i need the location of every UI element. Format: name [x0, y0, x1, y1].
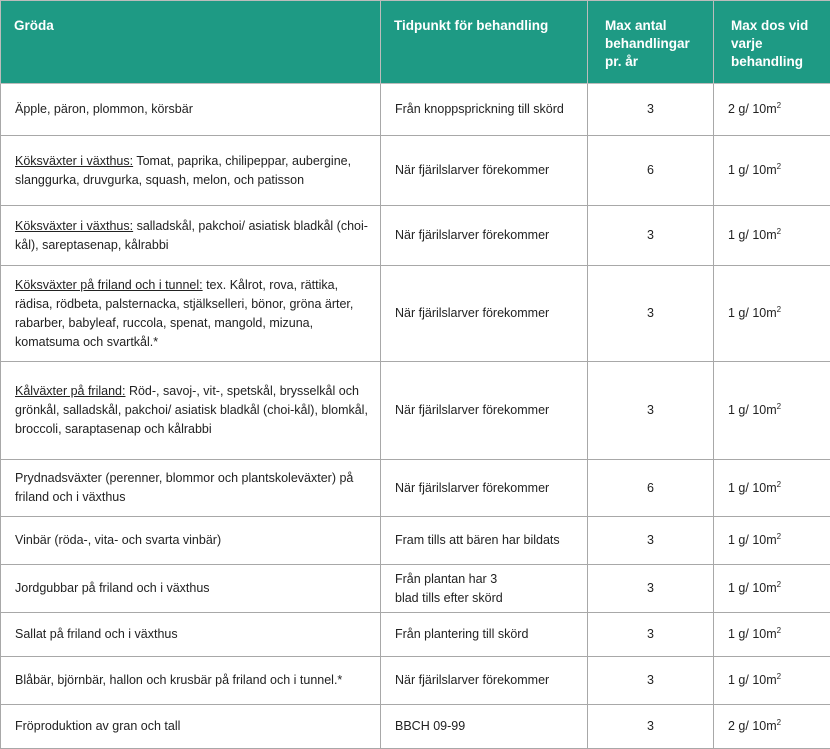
dose-cell: 2 g/ $10m^2$	[714, 84, 830, 136]
timing-cell: När fjärilslarver förekommer	[381, 136, 588, 206]
timing-cell: Från plantering till skörd	[381, 613, 588, 657]
crop-text: Prydnadsväxter (perenner, blommor och plantskoleväxter) på friland och i växthus	[15, 471, 353, 504]
dose-cell: 1 g/ $10m^2$	[714, 206, 830, 266]
crop-text: tex. Kålrot, rova, rättika, rädisa, rödbeta, palsternacka, stjälkselleri, bönor, gröna ärter, rabarber, babyleaf, ruccola, spenat, mangold, mizuna, komatsuma och svartkål.*	[15, 278, 353, 349]
timing-cell: Från plantan har 3 blad tills efter skörd	[381, 565, 588, 613]
dose-cell: 2 g/ $10m^2$	[714, 705, 830, 749]
dose-cell: 1 g/ $10m^2$	[714, 266, 830, 362]
table-header	[1, 1, 830, 84]
crop-cell	[1, 565, 381, 613]
crop-category: Köksväxter på friland och i tunnel:	[15, 278, 203, 292]
crop-cell	[1, 657, 381, 705]
treatments-cell: 3	[588, 613, 714, 657]
crop-text: Fröproduktion av gran och tall	[15, 719, 180, 733]
header-max-treatments: Max antal behandlingar pr. år	[588, 1, 714, 84]
timing-cell: När fjärilslarver förekommer	[381, 657, 588, 705]
timing-cell: När fjärilslarver förekommer	[381, 266, 588, 362]
crop-text: Äpple, päron, plommon, körsbär	[15, 102, 193, 116]
table-row	[1, 565, 830, 613]
treatments-cell: 3	[588, 565, 714, 613]
treatments-cell: 3	[588, 362, 714, 460]
timing-cell: När fjärilslarver förekommer	[381, 362, 588, 460]
treatments-cell: 3	[588, 517, 714, 565]
treatments-cell: 3	[588, 266, 714, 362]
dose-cell: 1 g/ $10m^2$	[714, 613, 830, 657]
dose-cell: 1 g/ $10m^2$	[714, 460, 830, 517]
crop-category: Köksväxter i växthus:	[15, 154, 133, 168]
treatments-cell: 3	[588, 206, 714, 266]
crop-text: Tomat, paprika, chilipeppar, aubergine, slanggurka, druvgurka, squash, melon, och patisson	[15, 154, 351, 187]
crop-text: Jordgubbar på friland och i växthus	[15, 581, 210, 595]
dose-cell: 1 g/ $10m^2$	[714, 657, 830, 705]
table-row	[1, 136, 830, 206]
crop-text: Röd-, savoj-, vit-, spetskål, brysselkål och grönkål, salladskål, pakchoi/ asiatisk bladkål (choi-kål), blomkål, broccoli, saraptasenap och kålrabbi	[15, 384, 368, 436]
header-max-dose: Max dos vid varje behandling	[714, 1, 830, 84]
treatments-cell: 3	[588, 657, 714, 705]
table-row	[1, 362, 830, 460]
crop-cell	[1, 460, 381, 517]
table-body	[1, 84, 830, 749]
dose-cell: 1 g/ $10m^2$	[714, 565, 830, 613]
crop-cell	[1, 705, 381, 749]
timing-cell: Från knoppsprickning till skörd	[381, 84, 588, 136]
timing-cell: När fjärilslarver förekommer	[381, 460, 588, 517]
crop-cell	[1, 517, 381, 565]
crop-cell	[1, 136, 381, 206]
dose-cell: 1 g/ $10m^2$	[714, 136, 830, 206]
dose-cell: 1 g/ $10m^2$	[714, 517, 830, 565]
crop-cell	[1, 206, 381, 266]
table-row	[1, 460, 830, 517]
treatments-cell: 3	[588, 84, 714, 136]
table-row	[1, 84, 830, 136]
table-row	[1, 705, 830, 749]
table-row	[1, 613, 830, 657]
crop-cell	[1, 362, 381, 460]
crop-text: Sallat på friland och i växthus	[15, 627, 178, 641]
crop-text: Vinbär (röda-, vita- och svarta vinbär)	[15, 533, 221, 547]
crop-category: Köksväxter i växthus:	[15, 219, 133, 233]
timing-cell: När fjärilslarver förekommer	[381, 206, 588, 266]
header-crop: Gröda	[1, 1, 381, 84]
crop-cell	[1, 266, 381, 362]
crop-cell	[1, 613, 381, 657]
dose-cell: 1 g/ $10m^2$	[714, 362, 830, 460]
crop-text: Blåbär, björnbär, hallon och krusbär på friland och i tunnel.*	[15, 673, 342, 687]
crop-cell	[1, 84, 381, 136]
timing-cell: BBCH 09-99	[381, 705, 588, 749]
treatments-cell: 6	[588, 460, 714, 517]
header-timing: Tidpunkt för behandling	[381, 1, 588, 84]
table-row	[1, 657, 830, 705]
table-row	[1, 206, 830, 266]
treatments-cell: 3	[588, 705, 714, 749]
treatments-cell: 6	[588, 136, 714, 206]
crop-category: Kålväxter på friland:	[15, 384, 125, 398]
crop-text: salladskål, pakchoi/ asiatisk bladkål (choi-kål), sareptasenap, kålrabbi	[15, 219, 368, 252]
timing-cell: Fram tills att bären har bildats	[381, 517, 588, 565]
table-row	[1, 517, 830, 565]
table-row	[1, 266, 830, 362]
